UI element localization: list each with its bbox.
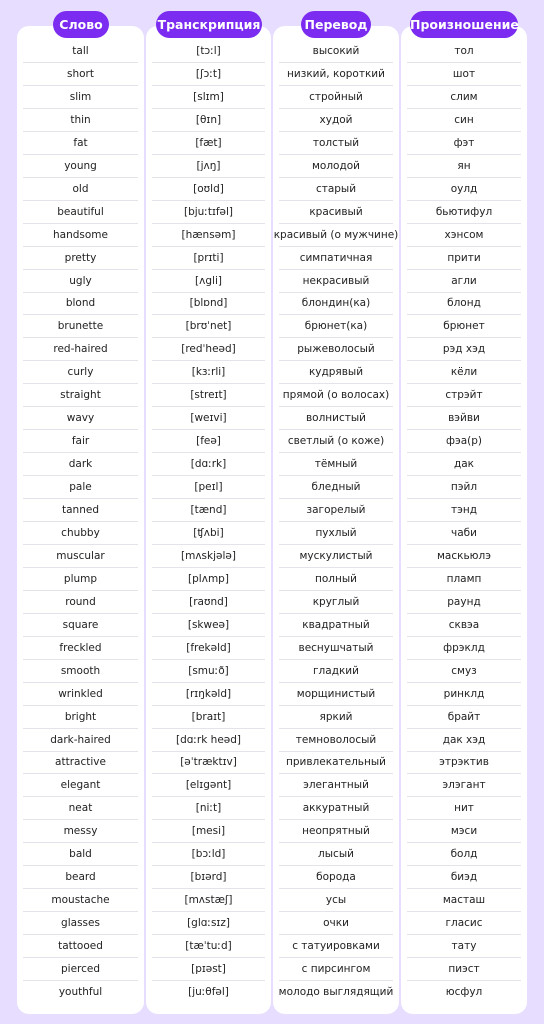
cell-word: tattooed bbox=[58, 940, 103, 953]
table-row bbox=[0, 178, 544, 201]
cell-pronunciation: ринклд bbox=[443, 687, 485, 700]
cell-transcription: [mʌstæʃ] bbox=[184, 894, 233, 907]
cell-word: elegant bbox=[60, 779, 101, 792]
table-row bbox=[0, 797, 544, 820]
cell-transcription: [θɪn] bbox=[195, 113, 222, 126]
cell-word: smooth bbox=[60, 664, 101, 677]
cell-transcription: [bɪərd] bbox=[190, 871, 227, 884]
cell-pronunciation: фрэклд bbox=[443, 641, 485, 654]
cell-pronunciation: оулд bbox=[450, 182, 478, 195]
cell-transcription: [peɪl] bbox=[194, 481, 223, 494]
cell-word: handsome bbox=[53, 228, 108, 241]
cell-translation: круглый bbox=[312, 595, 360, 608]
cell-translation: полный bbox=[315, 572, 357, 585]
cell-pronunciation: хэнсом bbox=[444, 228, 484, 241]
cell-translation: прямой (о волосах) bbox=[282, 389, 390, 402]
cell-translation: светлый (о коже) bbox=[287, 435, 385, 448]
cell-pronunciation: чаби bbox=[451, 526, 477, 539]
cell-pronunciation: раунд bbox=[447, 595, 481, 608]
cell-translation: морщинистый bbox=[296, 687, 376, 700]
cell-pronunciation: вэйви bbox=[448, 412, 480, 425]
cell-translation: веснушчатый bbox=[298, 641, 374, 654]
cell-transcription: [mesi] bbox=[191, 825, 226, 838]
cell-transcription: [frekəld] bbox=[186, 641, 231, 654]
cell-transcription: [redˈheəd] bbox=[181, 343, 236, 356]
table-row bbox=[0, 889, 544, 912]
cell-word: thin bbox=[70, 113, 91, 126]
cell-transcription: [mʌskjələ] bbox=[181, 549, 236, 562]
cell-transcription: [raʊnd] bbox=[189, 595, 228, 608]
cell-word: tall bbox=[72, 45, 89, 57]
table-row bbox=[0, 86, 544, 109]
cell-word: brunette bbox=[57, 320, 104, 333]
table-row bbox=[0, 384, 544, 407]
cell-transcription: [əˈtræktɪv] bbox=[180, 756, 237, 769]
cell-word: dark-haired bbox=[50, 733, 111, 746]
cell-word: young bbox=[64, 159, 97, 172]
cell-pronunciation: брюнет bbox=[443, 320, 485, 333]
table-row bbox=[0, 820, 544, 843]
table-row bbox=[0, 407, 544, 430]
cell-transcription: [fæt] bbox=[195, 136, 222, 149]
cell-transcription: [feə] bbox=[196, 435, 221, 448]
header-word: Слово bbox=[53, 11, 109, 38]
cell-translation: тёмный bbox=[314, 458, 358, 471]
cell-pronunciation: тэнд bbox=[450, 504, 477, 516]
cell-translation: с татуировками bbox=[292, 940, 380, 953]
cell-word: fat bbox=[73, 136, 88, 149]
cell-pronunciation: дак хэд bbox=[442, 733, 486, 746]
cell-word: pretty bbox=[64, 251, 97, 264]
table-row bbox=[0, 270, 544, 293]
cell-word: beard bbox=[65, 871, 96, 884]
table-row bbox=[0, 751, 544, 774]
cell-pronunciation: нит bbox=[454, 802, 474, 815]
cell-translation: красивый (о мужчине) bbox=[273, 228, 399, 241]
cell-pronunciation: дак bbox=[453, 458, 475, 471]
cell-transcription: [braɪt] bbox=[191, 710, 226, 723]
cell-translation: темноволосый bbox=[295, 733, 377, 746]
table-row bbox=[0, 958, 544, 981]
cell-transcription: [plʌmp] bbox=[188, 572, 229, 585]
cell-transcription: [bɔːld] bbox=[191, 848, 226, 861]
cell-pronunciation: рэд хэд bbox=[442, 343, 486, 356]
cell-word: old bbox=[72, 182, 89, 195]
cell-pronunciation: стрэйт bbox=[445, 389, 483, 402]
cell-pronunciation: этрэктив bbox=[439, 756, 489, 769]
cell-word: bald bbox=[69, 848, 92, 861]
table-row bbox=[0, 522, 544, 545]
table-row bbox=[0, 706, 544, 729]
cell-translation: молодой bbox=[312, 159, 360, 172]
cell-translation: гладкий bbox=[313, 664, 359, 677]
cell-transcription: [streɪt] bbox=[190, 389, 227, 402]
cell-transcription: [brʊˈnet] bbox=[185, 320, 232, 333]
table-row bbox=[0, 247, 544, 270]
table-row bbox=[0, 499, 544, 522]
cell-transcription: [tæˈtuːd] bbox=[185, 940, 232, 953]
cell-transcription: [skweə] bbox=[187, 618, 230, 631]
cell-pronunciation: фэт bbox=[453, 136, 475, 149]
cell-word: round bbox=[65, 595, 96, 608]
cell-pronunciation: фэа(р) bbox=[445, 435, 483, 448]
cell-transcription: [ʧʌbi] bbox=[193, 526, 224, 539]
cell-word: chubby bbox=[61, 526, 100, 539]
cell-transcription: [dɑːrk] bbox=[190, 458, 227, 471]
cell-transcription: [juːθfəl] bbox=[188, 985, 229, 998]
cell-word: square bbox=[62, 618, 99, 631]
cell-translation: брюнет(ка) bbox=[304, 320, 368, 333]
cell-translation: очки bbox=[323, 917, 349, 930]
cell-word: pale bbox=[69, 481, 92, 494]
cell-translation: красивый bbox=[309, 205, 363, 218]
table-row bbox=[0, 430, 544, 453]
cell-translation: симпатичная bbox=[299, 251, 373, 264]
table-row bbox=[0, 866, 544, 889]
cell-translation: пухлый bbox=[315, 526, 357, 539]
table-row bbox=[0, 637, 544, 660]
cell-transcription: [niːt] bbox=[195, 802, 222, 815]
cell-translation: бледный bbox=[311, 481, 361, 494]
cell-translation: загорелый bbox=[306, 504, 366, 516]
header-transcription: Транскрипция bbox=[156, 11, 262, 38]
cell-translation: яркий bbox=[319, 710, 353, 723]
table-row bbox=[0, 224, 544, 247]
table-row bbox=[0, 40, 544, 63]
cell-pronunciation: син bbox=[454, 113, 474, 126]
cell-pronunciation: слим bbox=[450, 90, 478, 103]
cell-transcription: [slɪm] bbox=[193, 90, 224, 103]
table-row bbox=[0, 292, 544, 315]
cell-translation: толстый bbox=[312, 136, 360, 149]
table-row bbox=[0, 109, 544, 132]
cell-transcription: [oʊld] bbox=[193, 182, 224, 195]
cell-word: curly bbox=[67, 366, 94, 379]
cell-pronunciation: пламп bbox=[446, 572, 482, 585]
cell-word: bright bbox=[64, 710, 97, 723]
table-row bbox=[0, 155, 544, 178]
table-row bbox=[0, 981, 544, 1004]
cell-translation: блондин(ка) bbox=[301, 297, 371, 310]
cell-pronunciation: масташ bbox=[442, 894, 486, 907]
cell-translation: борода bbox=[316, 871, 356, 884]
cell-translation: молодо выглядящий bbox=[278, 985, 394, 998]
table-row bbox=[0, 683, 544, 706]
table-row bbox=[0, 729, 544, 752]
table-row bbox=[0, 476, 544, 499]
table-row bbox=[0, 591, 544, 614]
cell-translation: лысый bbox=[318, 848, 354, 861]
header-translation: Перевод bbox=[301, 11, 371, 38]
table-row bbox=[0, 201, 544, 224]
cell-translation: с пирсингом bbox=[301, 963, 371, 975]
cell-transcription: [rɪŋkəld] bbox=[185, 687, 232, 700]
cell-word: wrinkled bbox=[58, 687, 103, 700]
cell-pronunciation: смуз bbox=[451, 664, 477, 677]
cell-pronunciation: пиэст bbox=[448, 963, 480, 975]
cell-word: red-haired bbox=[53, 343, 108, 356]
table-row bbox=[0, 912, 544, 935]
table-row bbox=[0, 132, 544, 155]
cell-pronunciation: болд bbox=[450, 848, 478, 861]
cell-pronunciation: блонд bbox=[447, 297, 481, 310]
cell-transcription: [tænd] bbox=[190, 504, 227, 516]
cell-word: messy bbox=[63, 825, 98, 838]
table-row bbox=[0, 315, 544, 338]
cell-pronunciation: сквэа bbox=[448, 618, 480, 631]
cell-translation: худой bbox=[319, 113, 353, 126]
cell-pronunciation: элэгант bbox=[442, 779, 486, 792]
cell-word: freckled bbox=[59, 641, 102, 654]
cell-pronunciation: бьютифул bbox=[435, 205, 493, 218]
cell-transcription: [prɪti] bbox=[193, 251, 224, 264]
cell-pronunciation: ян bbox=[457, 159, 471, 172]
cell-translation: низкий, короткий bbox=[287, 67, 385, 80]
table-row bbox=[0, 545, 544, 568]
cell-translation: усы bbox=[325, 894, 347, 907]
cell-word: fair bbox=[71, 435, 90, 448]
cell-transcription: [hænsəm] bbox=[181, 228, 236, 241]
cell-pronunciation: пэйл bbox=[450, 481, 478, 494]
cell-word: wavy bbox=[66, 412, 95, 425]
table-row bbox=[0, 568, 544, 591]
cell-pronunciation: брайт bbox=[447, 710, 481, 723]
cell-word: moustache bbox=[51, 894, 110, 907]
cell-transcription: [ʌgli] bbox=[195, 274, 222, 287]
cell-word: muscular bbox=[56, 549, 105, 562]
cell-translation: рыжеволосый bbox=[297, 343, 375, 356]
cell-translation: стройный bbox=[309, 90, 363, 103]
cell-word: ugly bbox=[69, 274, 92, 287]
cell-pronunciation: тату bbox=[451, 940, 477, 953]
cell-word: youthful bbox=[58, 985, 103, 998]
cell-word: glasses bbox=[61, 917, 100, 930]
cell-word: straight bbox=[60, 389, 101, 402]
cell-transcription: [smuːð] bbox=[188, 664, 229, 677]
header-pronunciation: Произношение bbox=[410, 11, 518, 38]
cell-pronunciation: юсфул bbox=[445, 985, 483, 998]
cell-transcription: [ʃɔːt] bbox=[195, 67, 222, 80]
cell-translation: квадратный bbox=[302, 618, 370, 631]
cell-word: slim bbox=[69, 90, 92, 103]
cell-transcription: [bjuːtɪfəl] bbox=[183, 205, 234, 218]
cell-pronunciation: кёли bbox=[450, 366, 478, 379]
table-row bbox=[0, 361, 544, 384]
table-row bbox=[0, 935, 544, 958]
cell-transcription: [tɔːl] bbox=[196, 45, 221, 57]
cell-word: neat bbox=[68, 802, 93, 815]
cell-transcription: [jʌŋ] bbox=[196, 159, 221, 172]
cell-translation: неопрятный bbox=[302, 825, 370, 838]
cell-word: plump bbox=[63, 572, 98, 585]
cell-translation: старый bbox=[315, 182, 357, 195]
cell-word: beautiful bbox=[57, 205, 104, 218]
table-row bbox=[0, 660, 544, 683]
cell-transcription: [kɜːrli] bbox=[191, 366, 226, 379]
cell-translation: элегантный bbox=[303, 779, 369, 792]
table-row bbox=[0, 843, 544, 866]
cell-transcription: [glɑːsɪz] bbox=[187, 917, 230, 930]
cell-transcription: [dɑːrk heəd] bbox=[175, 733, 242, 746]
cell-word: short bbox=[67, 67, 94, 80]
table-row bbox=[0, 614, 544, 637]
cell-pronunciation: тол bbox=[454, 45, 474, 57]
cell-transcription: [elɪgənt] bbox=[185, 779, 232, 792]
cell-pronunciation: биэд bbox=[450, 871, 478, 884]
cell-word: dark bbox=[68, 458, 93, 471]
cell-pronunciation: шот bbox=[452, 67, 476, 80]
cell-word: pierced bbox=[60, 963, 101, 975]
cell-translation: мускулистый bbox=[299, 549, 373, 562]
table-row bbox=[0, 63, 544, 86]
cell-pronunciation: гласис bbox=[445, 917, 483, 930]
table-row bbox=[0, 453, 544, 476]
cell-translation: волнистый bbox=[305, 412, 367, 425]
cell-translation: некрасивый bbox=[302, 274, 370, 287]
cell-word: blond bbox=[65, 297, 96, 310]
cell-pronunciation: мэси bbox=[450, 825, 478, 838]
cell-word: tanned bbox=[62, 504, 99, 516]
table-row bbox=[0, 338, 544, 361]
cell-translation: привлекательный bbox=[286, 756, 386, 769]
cell-transcription: [blɒnd] bbox=[189, 297, 228, 310]
cell-transcription: [weɪvi] bbox=[190, 412, 227, 425]
cell-translation: кудрявый bbox=[308, 366, 364, 379]
cell-translation: высокий bbox=[312, 45, 360, 57]
cell-pronunciation: маскьюлэ bbox=[437, 549, 491, 562]
cell-pronunciation: агли bbox=[451, 274, 477, 287]
cell-translation: аккуратный bbox=[302, 802, 370, 815]
table-row bbox=[0, 774, 544, 797]
cell-word: attractive bbox=[55, 756, 106, 769]
cell-transcription: [pɪəst] bbox=[191, 963, 226, 975]
cell-pronunciation: прити bbox=[447, 251, 481, 264]
